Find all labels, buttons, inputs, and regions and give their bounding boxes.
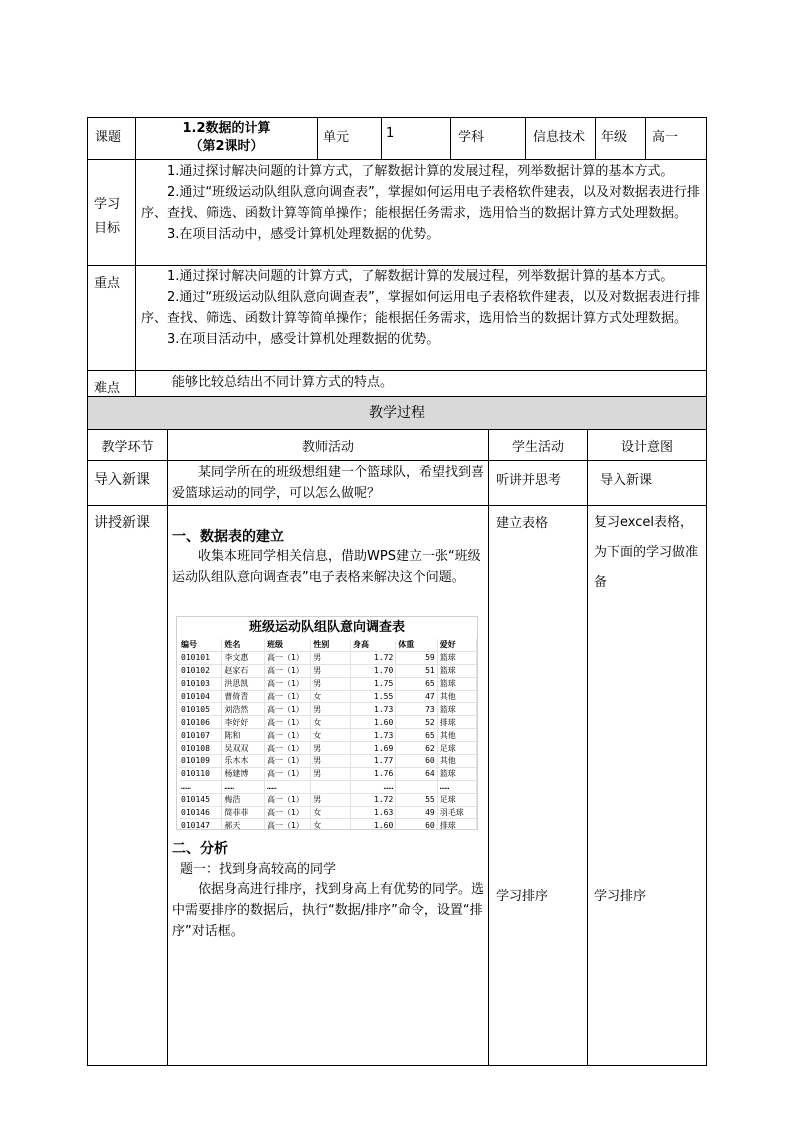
goal-item: 2.通过“班级运动队组队意向调查表”，掌握如何运用电子表格软件建表，以及对数据表进行排序、查找、筛选、函数计算等简单操作；能根据任务需求，选用恰当的数据计算方式处理数据。: [141, 185, 700, 221]
sheet-cell: 陈和: [222, 729, 265, 742]
col-divider: [488, 429, 489, 1066]
sheet-cell: 篮球: [437, 664, 476, 677]
lesson-stage: 讲授新课: [94, 515, 150, 531]
col-divider: [381, 117, 382, 160]
sheet-cell: 足球: [437, 742, 476, 755]
sheet-cell: 73: [396, 703, 437, 716]
sheet-cell: 1.75: [350, 677, 395, 690]
goals-label-line2: 目标: [94, 221, 121, 236]
question1-title: 题一：找到身高较高的同学: [180, 862, 337, 877]
sheet-row: [179, 742, 477, 755]
sheet-cell: 体重: [396, 639, 437, 651]
col-divider: [645, 117, 646, 160]
sheet-cell: 010104: [179, 690, 222, 703]
sheet-cell: 1.72: [350, 651, 395, 664]
sheet-cell: 曹倚青: [222, 690, 265, 703]
sheet-cell: 简菲菲: [222, 806, 265, 819]
course-title: 1.2数据的计算: [182, 121, 271, 136]
goals-content: [141, 161, 704, 245]
intro-teacher: 某同学所在的班级想组建一个篮球队，希望找到喜爱篮球运动的同学，可以怎么做呢？: [172, 465, 485, 501]
sheet-cell: 男: [311, 677, 351, 690]
sheet-cell: 姓名: [222, 639, 265, 651]
key-point-item: 1.通过探讨解决问题的计算方式，了解数据计算的发展过程，列举数据计算的基本方式。: [167, 269, 674, 284]
col-divider: [167, 429, 168, 1066]
sheet-cell: 篮球: [437, 767, 476, 780]
sheet-cell: 62: [396, 742, 437, 755]
sheet-cell: [396, 780, 437, 793]
sheet-cell: 排球: [437, 819, 476, 830]
sheet-cell: 高一（1）: [264, 819, 310, 830]
key-point-item: 3.在项目活动中，感受计算机处理数据的优势。: [167, 332, 440, 347]
goals-label: [94, 193, 120, 241]
row-divider: [87, 429, 707, 430]
sheet-cell: 女: [311, 819, 351, 830]
col-divider: [595, 117, 596, 160]
sheet-cell: 编号: [179, 639, 222, 651]
sheet-row: [179, 767, 477, 780]
col-header-teacher: 教师活动: [301, 440, 354, 455]
sheet-cell: 010103: [179, 677, 222, 690]
sheet-cell: 男: [311, 742, 351, 755]
intro-design: 导入新课: [600, 473, 653, 488]
sheet-cell: 高一（1）: [264, 767, 310, 780]
sheet-cell: 65: [396, 729, 437, 742]
col-header-student: 学生活动: [511, 440, 564, 455]
sheet-cell: 高一（1）: [264, 716, 310, 729]
lesson-design-2: 学习排序: [594, 889, 647, 904]
sheet-cell: 1.63: [350, 806, 395, 819]
intro-student: 听讲并思考: [496, 473, 562, 488]
goals-label-line1: 学习: [94, 197, 121, 212]
sheet-cell: 高一（1）: [264, 755, 310, 768]
sheet-cell: 篮球: [437, 703, 476, 716]
sheet-cell: 010145: [179, 793, 222, 806]
sheet-cell: 男: [311, 664, 351, 677]
sheet-cell: 郝天: [222, 819, 265, 830]
sheet-cell: ……: [264, 780, 310, 793]
key-points-label: 重点: [94, 276, 121, 291]
sheet-cell: 60: [396, 819, 437, 830]
sheet-cell: 爱好: [437, 639, 476, 651]
sheet-cell: 51: [396, 664, 437, 677]
sheet-cell: 65: [396, 677, 437, 690]
sheet-cell: 010105: [179, 703, 222, 716]
key-point-item: 2.通过“班级运动队组队意向调查表”，掌握如何运用电子表格软件建表，以及对数据表进行排序、查找、筛选、函数计算等简单操作；能根据任务需求，选用恰当的数据计算方式处理数据。: [141, 290, 700, 326]
table-border-bottom: [87, 1065, 707, 1066]
grade-value: 高一: [652, 130, 679, 145]
sheet-cell: 其他: [437, 729, 476, 742]
sheet-title: 班级运动队组队意向调查表: [248, 620, 405, 635]
course-title-block: [136, 120, 317, 156]
row-divider: [87, 159, 707, 160]
difficulty-text: 能够比较总结出不同计算方式的特点。: [172, 375, 394, 390]
sheet-cell: 李文惠: [222, 651, 265, 664]
sheet-cell: 1.73: [350, 729, 395, 742]
course-session: （第2课时）: [189, 139, 264, 154]
section1-title: 一、数据表的建立: [172, 529, 284, 545]
sheet-cell: 吴双双: [222, 742, 265, 755]
sheet-cell: 49: [396, 806, 437, 819]
sheet-cell: ……: [222, 780, 265, 793]
difficulty-label: 难点: [94, 381, 121, 396]
lesson-student-2: 学习排序: [496, 889, 549, 904]
sheet-cell: [311, 780, 351, 793]
unit-label: 单元: [323, 130, 350, 145]
sheet-cell: 52: [396, 716, 437, 729]
sheet-row: [179, 806, 477, 819]
sheet-cell: 洪思凯: [222, 677, 265, 690]
sheet-cell: 高一（1）: [264, 690, 310, 703]
row-divider: [87, 460, 707, 461]
sheet-cell: 羽毛球: [437, 806, 476, 819]
sheet-cell: 女: [311, 729, 351, 742]
sheet-cell: ……: [179, 780, 222, 793]
sheet-cell: 010109: [179, 755, 222, 768]
sheet-cell: 高一（1）: [264, 651, 310, 664]
sheet-cell: 高一（1）: [264, 677, 310, 690]
sheet-cell: 55: [396, 793, 437, 806]
sheet-cell: 1.73: [350, 703, 395, 716]
sheet-row: [179, 780, 477, 793]
sheet-cell: 男: [311, 703, 351, 716]
sheet-cell: 梅浩: [222, 793, 265, 806]
lesson-design-1: 复习excel表格，为下面的学习做准备: [594, 515, 699, 590]
subject-label: 学科: [458, 130, 485, 145]
sheet-cell: 1.76: [350, 767, 395, 780]
sheet-row: [179, 664, 477, 677]
sheet-cell: 010108: [179, 742, 222, 755]
sheet-cell: 身高: [350, 639, 395, 651]
col-divider: [587, 429, 588, 1066]
sheet-cell: 女: [311, 690, 351, 703]
sheet-cell: 010101: [179, 651, 222, 664]
sheet-cell: 高一（1）: [264, 806, 310, 819]
intro-stage: 导入新课: [94, 472, 150, 488]
sheet-row: [179, 793, 477, 806]
col-divider: [135, 159, 136, 397]
goal-item: 3.在项目活动中，感受计算机处理数据的优势。: [167, 227, 440, 242]
row-divider: [87, 370, 707, 371]
sheet-cell: 1.55: [350, 690, 395, 703]
section1-text: 收集本班同学相关信息，借助WPS建立一张“班级运动队组队意向调查表”电子表格来解决这个问题。: [172, 549, 481, 585]
sheet-cell: 47: [396, 690, 437, 703]
sheet-row: [179, 819, 477, 830]
sheet-cell: 60: [396, 755, 437, 768]
sheet-cell: 010102: [179, 664, 222, 677]
sheet-row: [179, 690, 477, 703]
grade-label: 年级: [601, 130, 628, 145]
sheet-cell: 女: [311, 716, 351, 729]
sheet-cell: 1.69: [350, 742, 395, 755]
sheet-cell: 篮球: [437, 677, 476, 690]
sheet-row: [179, 716, 477, 729]
col-divider: [317, 117, 318, 160]
row-divider: [87, 505, 707, 506]
sheet-cell: 1.60: [350, 819, 395, 830]
lesson-student-1: 建立表格: [496, 516, 549, 531]
table-border-left: [87, 117, 88, 1066]
unit-value: 1: [386, 126, 395, 141]
sheet-row: [179, 651, 477, 664]
sheet-cell: 性别: [311, 639, 351, 651]
sheet-cell: 010106: [179, 716, 222, 729]
key-points-content: [141, 266, 704, 350]
sheet-cell: 男: [311, 767, 351, 780]
subject-value: 信息技术: [533, 130, 586, 145]
sheet-cell: 男: [311, 793, 351, 806]
sheet-row: [179, 755, 477, 768]
sheet-cell: 乐木木: [222, 755, 265, 768]
sheet-cell: 1.77: [350, 755, 395, 768]
sheet-cell: 1.60: [350, 716, 395, 729]
course-label: 课题: [95, 130, 122, 145]
sheet-cell: 杨建博: [222, 767, 265, 780]
sheet-cell: 男: [311, 651, 351, 664]
table-border-top: [87, 117, 707, 118]
section2-title: 二、分析: [172, 841, 228, 857]
sheet-cell: 高一（1）: [264, 703, 310, 716]
sheet-cell: ……: [350, 780, 395, 793]
sheet-cell: ……: [437, 780, 476, 793]
sheet-cell: 高一（1）: [264, 729, 310, 742]
sheet-row: [179, 729, 477, 742]
sheet-cell: 010110: [179, 767, 222, 780]
sheet-cell: 篮球: [437, 651, 476, 664]
sheet-cell: 女: [311, 806, 351, 819]
sheet-cell: 其他: [437, 690, 476, 703]
sheet-cell: 1.72: [350, 793, 395, 806]
sheet-cell: 高一（1）: [264, 664, 310, 677]
col-header-stage: 教学环节: [101, 440, 154, 455]
sheet-cell: 高一（1）: [264, 793, 310, 806]
col-divider: [450, 117, 451, 160]
survey-sheet-image: [176, 616, 478, 830]
sheet-row: [179, 677, 477, 690]
sheet-cell: 59: [396, 651, 437, 664]
sheet-cell: 男: [311, 755, 351, 768]
col-header-design: 设计意图: [620, 440, 673, 455]
sheet-cell: 班级: [264, 639, 310, 651]
sheet-cell: 李好好: [222, 716, 265, 729]
sheet-cell: 64: [396, 767, 437, 780]
sheet-cell: 1.70: [350, 664, 395, 677]
sheet-cell: 010147: [179, 819, 222, 830]
sheet-header-row: [179, 639, 477, 651]
sheet-cell: 刘浩然: [222, 703, 265, 716]
sheet-cell: 其他: [437, 755, 476, 768]
sheet-cell: 010107: [179, 729, 222, 742]
col-divider: [525, 117, 526, 160]
sheet-cell: 足球: [437, 793, 476, 806]
sheet-cell: 高一（1）: [264, 742, 310, 755]
process-title: 教学过程: [88, 397, 706, 429]
question1-text: 依据身高进行排序，找到身高上有优势的同学。选中需要排序的数据后，执行“数据/排序”命令，设置“排序”对话框。: [172, 882, 485, 939]
sheet-row: [179, 703, 477, 716]
goal-item: 1.通过探讨解决问题的计算方式，了解数据计算的发展过程，列举数据计算的基本方式。: [167, 164, 674, 179]
sheet-cell: 排球: [437, 716, 476, 729]
table-border-right: [706, 117, 707, 1066]
sheet-cell: 赵家石: [222, 664, 265, 677]
sheet-table: [179, 639, 477, 830]
sheet-cell: 010146: [179, 806, 222, 819]
